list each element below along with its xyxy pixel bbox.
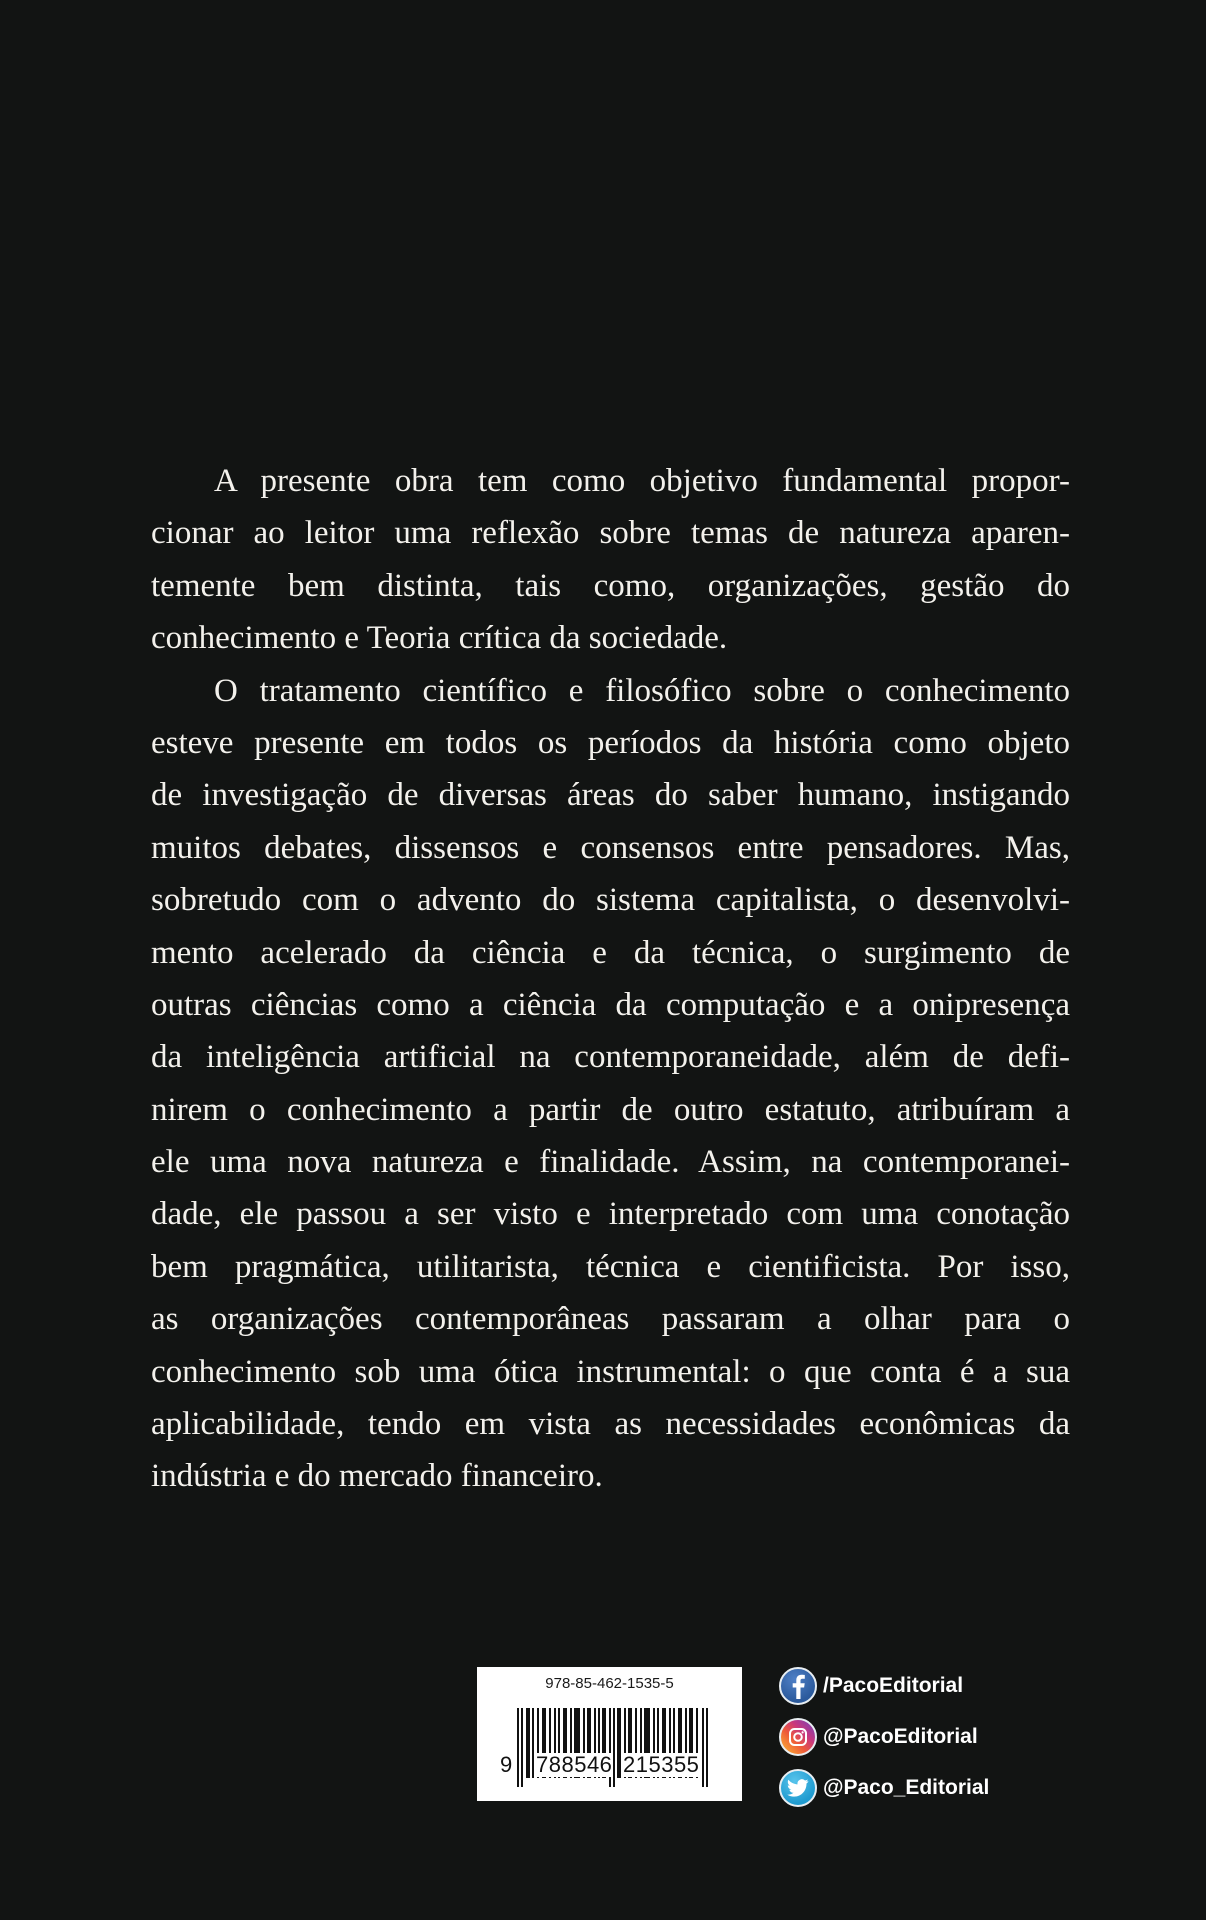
paragraph-1 <box>151 455 1070 665</box>
paragraph-2 <box>151 665 1070 1503</box>
text-line: aplicabilidade, tendo em vista as necessidades econômicas da <box>151 1406 1070 1443</box>
isbn-number: 978-85-462-1535-5 <box>545 1675 674 1692</box>
text-line: da inteligência artificial na contemporaneidade, além de defi- <box>151 1039 1070 1076</box>
facebook-icon <box>779 1667 817 1705</box>
text-line: outras ciências como a ciência da computação e a onipresença <box>151 986 1070 1023</box>
text-line: conhecimento e Teoria crítica da sociedade. <box>151 620 728 657</box>
twitter-handle: @Paco_Editorial <box>823 1776 990 1799</box>
barcode-digits-left: 788546 <box>536 1752 613 1777</box>
text-line: cionar ao leitor uma reflexão sobre temas de natureza aparen- <box>151 515 1070 552</box>
text-line: A presente obra tem como objetivo fundamental propor- <box>214 463 1070 499</box>
text-line: mento acelerado da ciência e da técnica, o surgimento de <box>151 934 1070 971</box>
text-line: indústria e do mercado financeiro. <box>151 1458 603 1495</box>
text-line: sobretudo com o advento do sistema capitalista, o desenvolvi- <box>151 882 1070 919</box>
text-line: temente bem distinta, tais como, organizações, gestão do <box>151 567 1070 604</box>
text-line: muitos debates, dissensos e consensos entre pensadores. Mas, <box>151 829 1070 866</box>
back-cover-blurb <box>151 455 1070 1503</box>
social-item-twitter[interactable] <box>779 1768 989 1808</box>
facebook-handle: /PacoEditorial <box>823 1674 964 1697</box>
text-line: esteve presente em todos os períodos da história como objeto <box>151 724 1070 761</box>
text-line: conhecimento sob uma ótica instrumental: o que conta é a sua <box>151 1353 1070 1390</box>
barcode-digit-first: 9 <box>500 1752 513 1777</box>
social-item-instagram[interactable] <box>779 1717 978 1757</box>
instagram-icon <box>779 1718 817 1756</box>
social-item-facebook[interactable] <box>779 1666 963 1706</box>
text-line: nirem o conhecimento a partir de outro estatuto, atribuíram a <box>151 1091 1070 1128</box>
instagram-handle: @PacoEditorial <box>823 1725 978 1748</box>
barcode-digits-right: 215355 <box>623 1752 700 1777</box>
text-line: bem pragmática, utilitarista, técnica e cientificista. Por isso, <box>151 1248 1070 1285</box>
isbn-barcode <box>477 1667 742 1801</box>
text-line: dade, ele passou a ser visto e interpretado com uma conotação <box>151 1196 1070 1233</box>
text-line: as organizações contemporâneas passaram a olhar para o <box>151 1301 1070 1338</box>
text-line: O tratamento científico e filosófico sobre o conhecimento <box>214 672 1070 709</box>
twitter-icon <box>779 1769 817 1807</box>
text-line: de investigação de diversas áreas do saber humano, instigando <box>151 777 1070 814</box>
text-line: ele uma nova natureza e finalidade. Assim, na contemporanei- <box>151 1144 1070 1181</box>
